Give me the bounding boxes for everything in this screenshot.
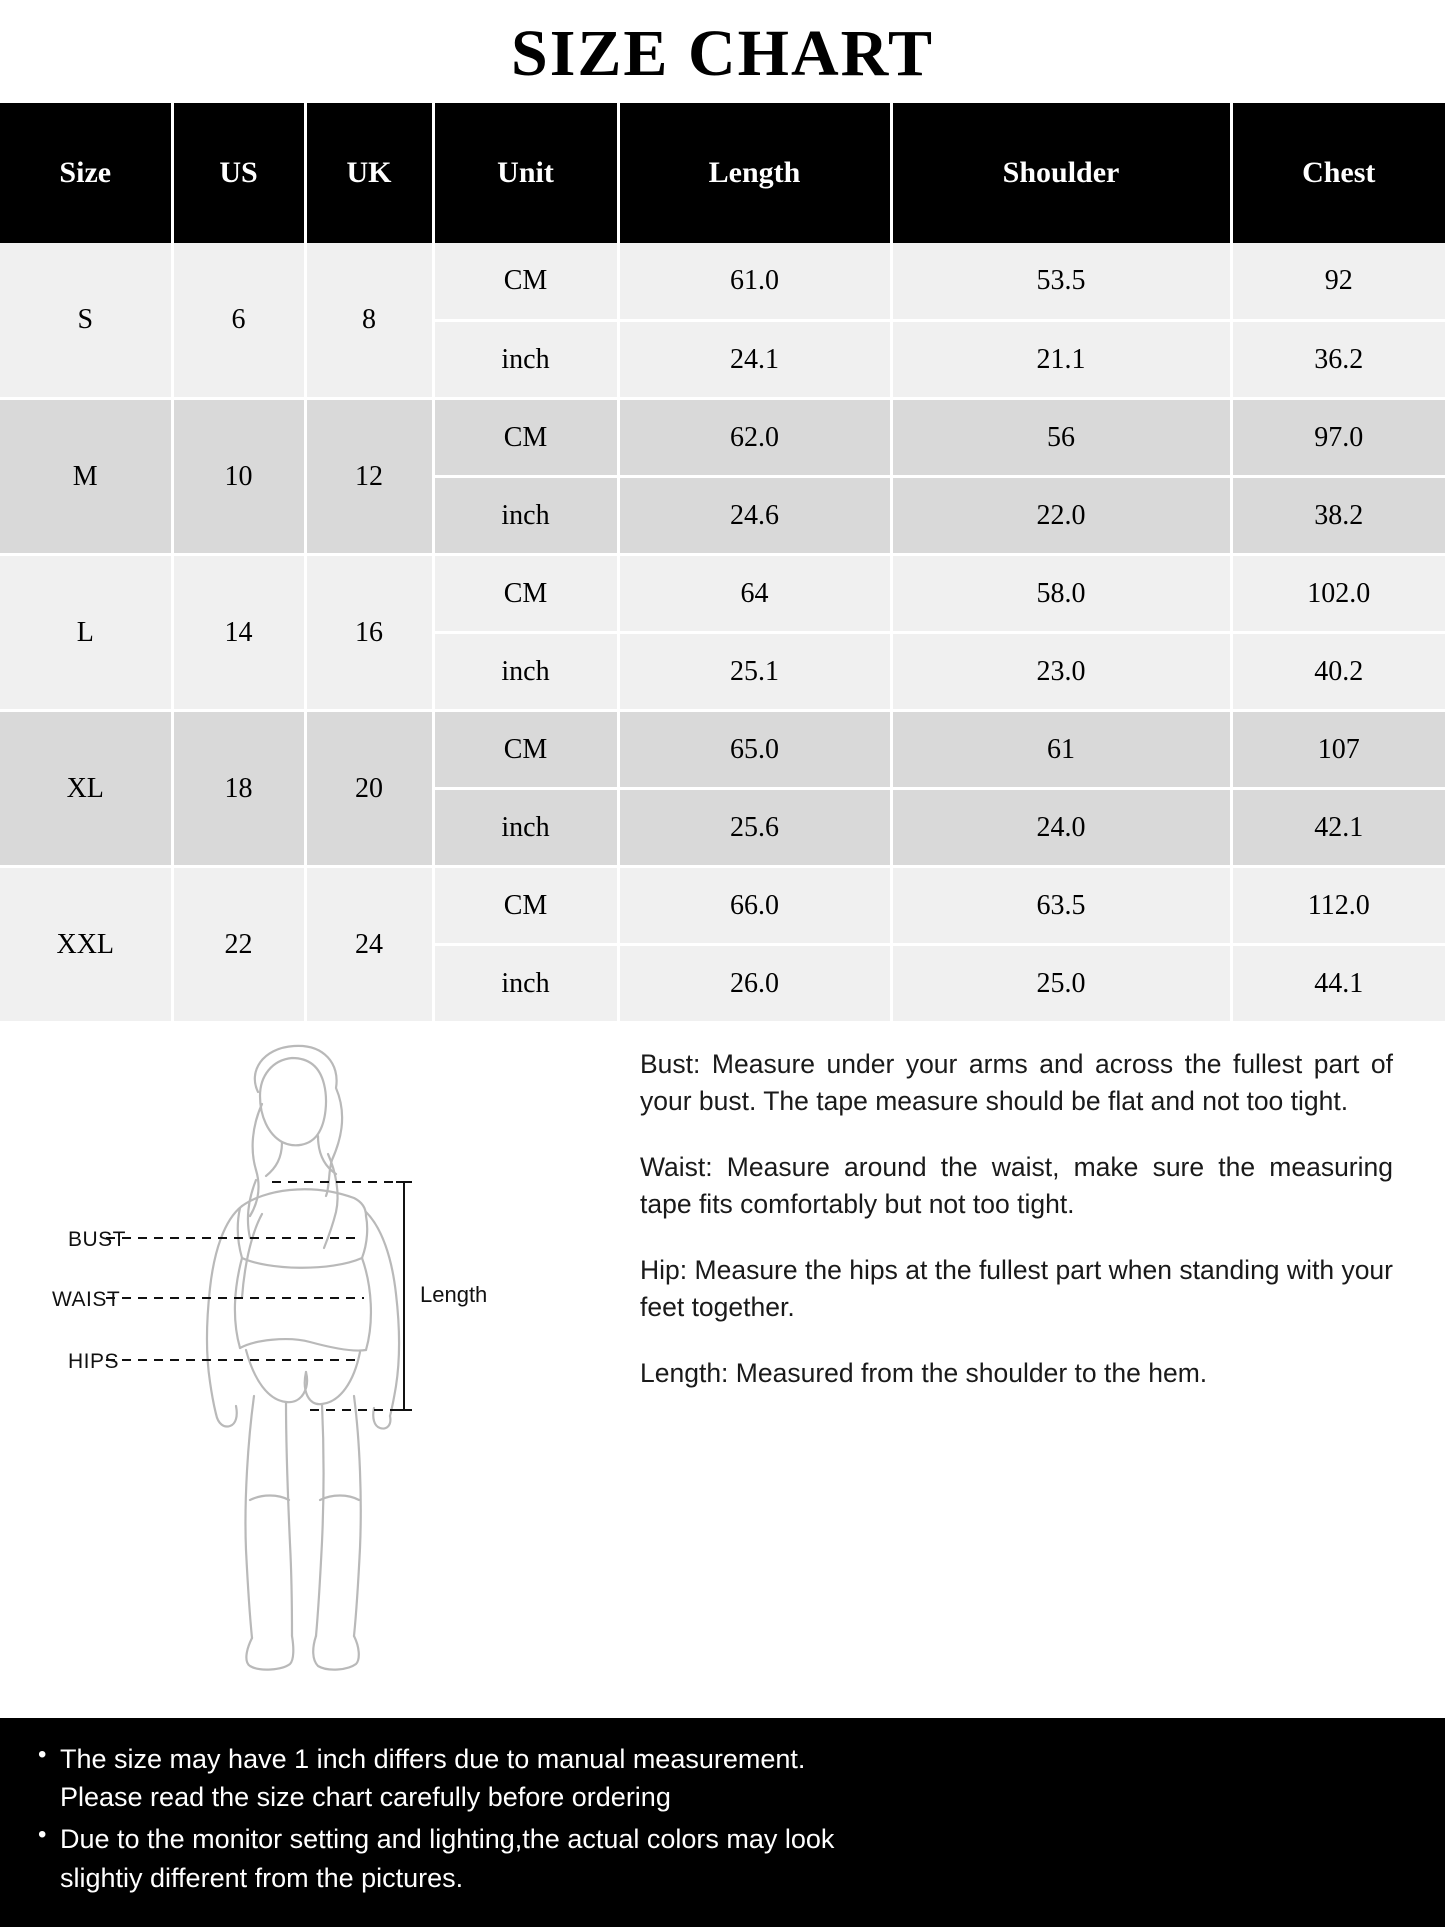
bust-label: BUST: [68, 1228, 127, 1252]
disclaimer-color-line2: slightiy different from the pictures.: [60, 1862, 464, 1893]
cell-shoulder: 25.0: [891, 945, 1231, 1023]
column-header-unit: Unit: [433, 103, 618, 243]
cell-uk: 16: [305, 555, 433, 711]
cell-chest: 42.1: [1231, 789, 1445, 867]
cell-uk: 20: [305, 711, 433, 867]
cell-shoulder: 61: [891, 711, 1231, 789]
cell-chest: 102.0: [1231, 555, 1445, 633]
cell-length: 26.0: [618, 945, 891, 1023]
length-label: Length: [420, 1282, 488, 1308]
note-hip: Hip: Measure the hips at the fullest part when standing with your feet together.: [640, 1255, 1393, 1322]
note-waist: Waist: Measure around the waist, make sure the measuring tape fits comfortably but not too tight.: [640, 1152, 1393, 1219]
column-header-size: Size: [0, 103, 172, 243]
column-header-us: US: [172, 103, 305, 243]
disclaimer-item-color: [34, 1820, 1411, 1897]
table-row: [0, 867, 1445, 945]
measurement-figure: [0, 1030, 640, 1690]
table-header-row: [0, 103, 1445, 243]
cell-length: 24.1: [618, 321, 891, 399]
cell-shoulder: 63.5: [891, 867, 1231, 945]
cell-length: 62.0: [618, 399, 891, 477]
disclaimer-list: [34, 1740, 1411, 1897]
cell-unit: inch: [433, 789, 618, 867]
disclaimer-color-line1: Due to the monitor setting and lighting,the actual colors may look: [60, 1824, 835, 1855]
table-row: [0, 243, 1445, 321]
cell-uk: 12: [305, 399, 433, 555]
cell-unit: inch: [433, 477, 618, 555]
cell-length: 25.6: [618, 789, 891, 867]
cell-shoulder: 23.0: [891, 633, 1231, 711]
cell-size: XL: [0, 711, 172, 867]
cell-shoulder: 22.0: [891, 477, 1231, 555]
hips-label: HIPS: [68, 1350, 120, 1374]
table-row: [0, 399, 1445, 477]
cell-length: 24.6: [618, 477, 891, 555]
table-body: [0, 243, 1445, 1023]
cell-chest: 107: [1231, 711, 1445, 789]
cell-shoulder: 58.0: [891, 555, 1231, 633]
note-bust: Bust: Measure under your arms and across the fullest part of your bust. The tape measure should be flat and not too tight.: [640, 1049, 1393, 1116]
size-chart-table: [0, 103, 1445, 1025]
cell-chest: 112.0: [1231, 867, 1445, 945]
measurement-instructions: [640, 1030, 1445, 1392]
cell-us: 18: [172, 711, 305, 867]
cell-chest: 97.0: [1231, 399, 1445, 477]
cell-size: S: [0, 243, 172, 399]
cell-shoulder: 24.0: [891, 789, 1231, 867]
cell-length: 25.1: [618, 633, 891, 711]
cell-unit: CM: [433, 711, 618, 789]
cell-chest: 44.1: [1231, 945, 1445, 1023]
table-header: [0, 103, 1445, 243]
column-header-length: Length: [618, 103, 891, 243]
cell-us: 10: [172, 399, 305, 555]
waist-label: WAIST: [52, 1288, 121, 1312]
cell-us: 6: [172, 243, 305, 399]
note-length: Length: Measured from the shoulder to the hem.: [640, 1358, 1208, 1389]
table-row: [0, 711, 1445, 789]
cell-length: 61.0: [618, 243, 891, 321]
cell-shoulder: 21.1: [891, 321, 1231, 399]
cell-unit: CM: [433, 555, 618, 633]
table-row: [0, 555, 1445, 633]
cell-size: XXL: [0, 867, 172, 1023]
cell-length: 65.0: [618, 711, 891, 789]
cell-length: 66.0: [618, 867, 891, 945]
cell-shoulder: 56: [891, 399, 1231, 477]
cell-unit: CM: [433, 399, 618, 477]
cell-unit: inch: [433, 633, 618, 711]
cell-unit: inch: [433, 945, 618, 1023]
cell-us: 22: [172, 867, 305, 1023]
cell-uk: 24: [305, 867, 433, 1023]
column-header-shoulder: Shoulder: [891, 103, 1231, 243]
disclaimer-footer: [0, 1718, 1445, 1927]
cell-chest: 38.2: [1231, 477, 1445, 555]
cell-uk: 8: [305, 243, 433, 399]
cell-chest: 40.2: [1231, 633, 1445, 711]
disclaimer-item-measurement: [34, 1740, 1411, 1817]
cell-length: 64: [618, 555, 891, 633]
measurement-section: [0, 1024, 1445, 1690]
cell-unit: inch: [433, 321, 618, 399]
column-header-chest: Chest: [1231, 103, 1445, 243]
page-title: SIZE CHART: [511, 17, 934, 90]
cell-us: 14: [172, 555, 305, 711]
female-body-diagram-icon: [10, 1030, 630, 1680]
cell-shoulder: 53.5: [891, 243, 1231, 321]
disclaimer-measurement-line2: Please read the size chart carefully before ordering: [60, 1782, 671, 1813]
cell-chest: 36.2: [1231, 321, 1445, 399]
cell-unit: CM: [433, 867, 618, 945]
column-header-uk: UK: [305, 103, 433, 243]
cell-size: L: [0, 555, 172, 711]
cell-size: M: [0, 399, 172, 555]
cell-unit: CM: [433, 243, 618, 321]
cell-chest: 92: [1231, 243, 1445, 321]
disclaimer-measurement-line1: The size may have 1 inch differs due to manual measurement.: [60, 1743, 806, 1774]
